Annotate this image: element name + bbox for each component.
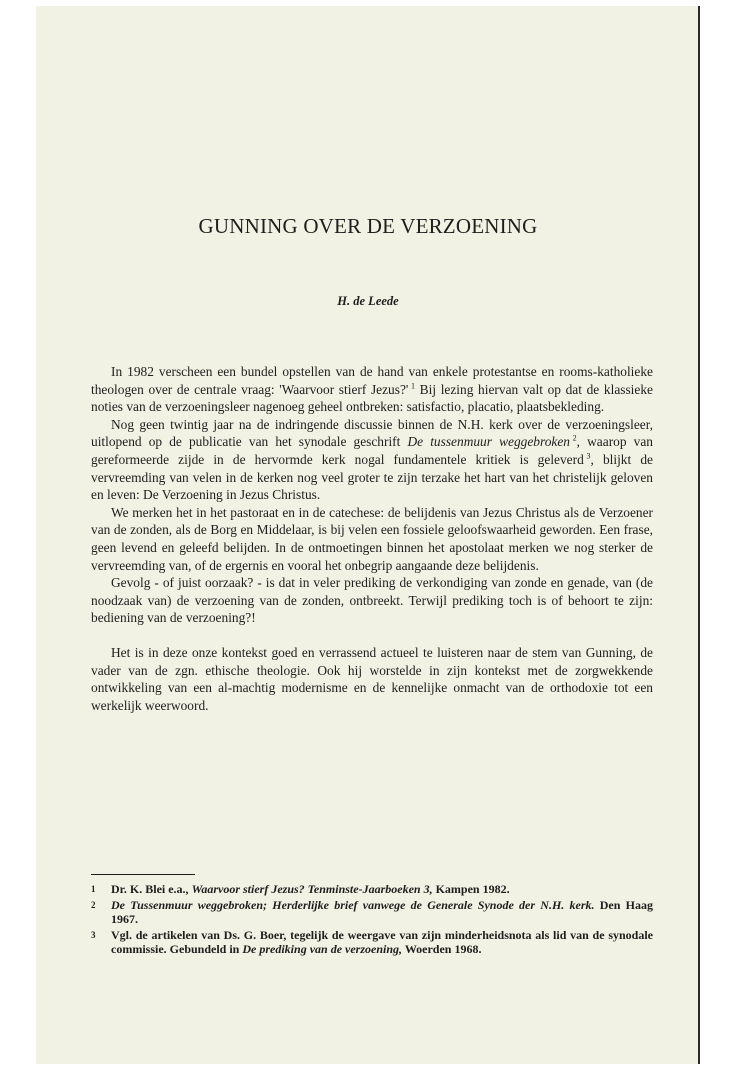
paragraph-5: Het is in deze onze kontekst goed en verrassend actueel te luisteren naar de stem van Gunning, de vader van de zgn. ethische theologie. Ook hij worstelde in zijn kontekst met de zorgwekkende ontwikkeling van een al-machtig modernisme en de kennelijke onmacht van de orthodoxie tot een werkelijk weerwoord. <box>91 644 653 713</box>
paragraph-2-text-b: , waarop van gereformeerde zijde in de hervormde kerk nogal fundamentele kritiek is geleverd <box>91 434 653 467</box>
paragraph-1-text-a: In 1982 verscheen een bundel opstellen van de hand van enkele protestantse en rooms-katholieke theologen over de centrale vraag: 'Waarvoor stierf Jezus?' <box>91 364 653 397</box>
paragraph-2-italic-title: De tussenmuur weggebroken <box>407 434 570 450</box>
paragraph-1-text-b: Bij lezing hiervan valt op dat de klassieke noties van de verzoeningsleer nagenoeg geheel ontbreken: satisfactio, placatio, plaatsbekleding. <box>91 381 653 415</box>
footnote-italic: De prediking van de verzoening, <box>242 942 403 957</box>
article-body <box>91 363 653 714</box>
footnote-ref-1: 1 <box>411 381 416 391</box>
paragraph-4: Gevolg - of juist oorzaak? - is dat in veler prediking de verkondiging van zonde en genade, van (de noodzaak van) de verzoening van de zonden, ontbreekt. Terwijl prediking toch is of behoort te zijn: bediening van de verzoening?! <box>91 575 653 626</box>
footnote-number: 3 <box>91 929 96 940</box>
footnote-italic: Waarvoor stierf Jezus? Tenminste-Jaarboeken 3, <box>191 882 433 896</box>
paragraph-2 <box>91 416 653 504</box>
paragraph-2-text-c: , blijkt de vervreemding van velen in de kerken nog veel groter te zijn terzake het hart van het christelijk geloven en leven: De Verzoening in Jezus Christus. <box>91 451 653 503</box>
footnote-2 <box>91 898 653 927</box>
footnote-text: Vgl. de artikelen van Ds. G. Boer, tegelijk de weergave van zijn minderheidsnota als lid van de synodale commissie. Gebundeld in <box>111 927 653 957</box>
footnote-number: 1 <box>91 884 96 894</box>
footnote-text: Woerden 1968. <box>404 942 482 957</box>
footnote-divider <box>91 874 195 875</box>
paragraph-1 <box>91 363 653 416</box>
footnote-number: 2 <box>91 899 96 910</box>
journal-page <box>36 6 700 1064</box>
article-title: GUNNING OVER DE VERZOENING <box>198 214 538 238</box>
paragraph-3: We merken het in het pastoraat en in de catechese: de belijdenis van Jezus Christus als de Verzoener van de zonden, als de Borg en Middelaar, is bij velen een fossiele geloofswaarheid geworden. Een frase, geen levend en geleefd belijden. In de ontmoetingen binnen het apostolaat merken we nog sterker de vervreemding van, of de ergernis en vooral het onbegrip aangaande deze belijdenis. <box>91 504 653 573</box>
article-author: H. de Leede <box>337 294 399 308</box>
footnotes <box>91 882 653 958</box>
footnote-text: Den Haag 1967. <box>111 897 654 927</box>
footnote-ref-2: 2 <box>572 433 577 443</box>
footnote-text: Kampen 1982. <box>435 882 510 896</box>
footnote-text: Dr. K. Blei e.a., <box>111 882 189 896</box>
footnote-ref-3: 3 <box>586 451 591 461</box>
footnote-3 <box>91 928 653 957</box>
footnote-1 <box>91 882 653 897</box>
footnote-italic: De Tussenmuur weggebroken; Herderlijke brief vanwege de Generale Synode der N.H. kerk. <box>111 897 595 912</box>
paragraph-2-text-a: Nog geen twintig jaar na de indringende discussie binnen de N.H. kerk over de verzoeningsleer, uitlopend op de publicatie van het synodale geschrift <box>91 416 653 450</box>
